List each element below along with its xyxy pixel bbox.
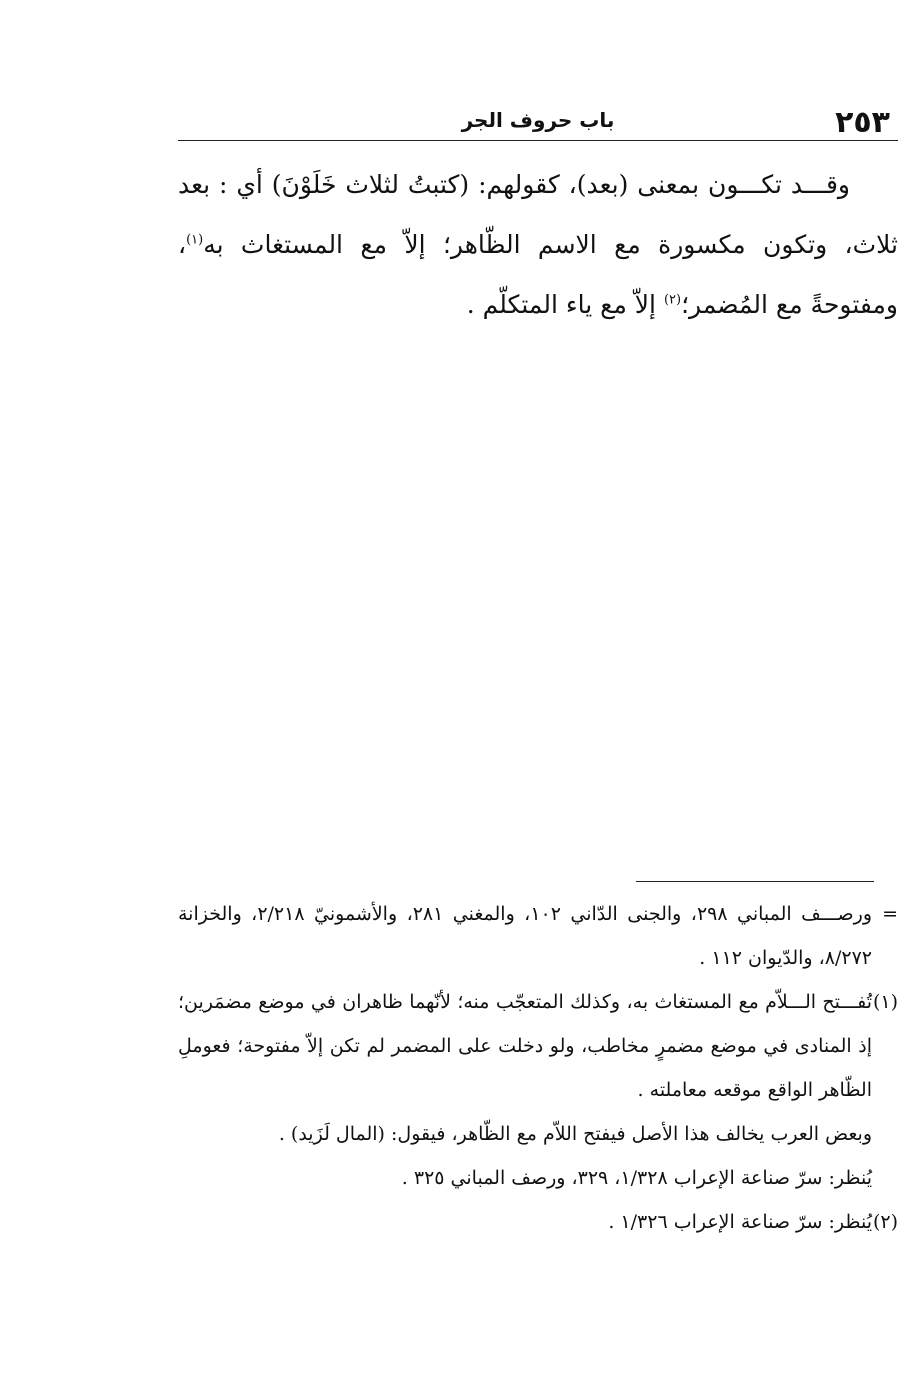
footnote-1-text: تُفـــتح الـــلاّم مع المستغاث به، وكذلك المتعجّب منه؛ لأنّهما ظاهران في موضع مضمَرين؛ إذ المنادى في موضع مضمرٍ مخاطب، ولو دخلت على المضمر لم تكن إلاّ مفتوحة؛ فعوملِ الظّاهر الواقع موقعه معاملته .	[178, 991, 872, 1101]
body-text-part2: ، ومفتوحةً مع المُضمر؛	[178, 230, 898, 319]
body-text-part3: إلاّ مع ياء المتكلّم .	[466, 290, 664, 319]
footnote-1	[178, 980, 898, 1112]
continuation-text: ورصـــف المباني ٢٩٨، والجنى الدّاني ١٠٢، والمغني ٢٨١، والأشمونيّ ٢/٢١٨، والخزانة ٨/٢٧٢، والدّيوان ١١٢ .	[178, 903, 872, 969]
footnote-reference-2[interactable]: (٢)	[663, 292, 682, 308]
page-header	[178, 100, 898, 140]
footnotes-section	[178, 892, 898, 1244]
footnote-divider	[636, 881, 874, 882]
footnote-2-marker: (٢)	[872, 1211, 898, 1233]
footnote-1-reference: يُنظر: سرّ صناعة الإعراب ١/٣٢٨، ٣٢٩، ورصف المباني ٣٢٥ .	[401, 1167, 872, 1189]
footnote-1-marker: (١)	[872, 991, 898, 1013]
running-title: باب حروف الجر	[461, 108, 615, 132]
footnote-2	[178, 1200, 898, 1244]
body-text-part1: وقـــد تكـــون بمعنى (بعد)، كقولهم: (كتبتُ لثلاث خَلَوْنَ) أي : بعد ثلاث، وتكون مكسورة مع الاسم الظّاهر؛ إلاّ مع المستغاث به	[178, 170, 898, 259]
page-number: ٢٥٣	[835, 105, 890, 140]
footnote-1-extra: وبعض العرب يخالف هذا الأصل فيفتح اللاّم مع الظّاهر، فيقول: (المال لَزَيد) .	[278, 1123, 872, 1145]
continuation-marker: =	[882, 903, 898, 925]
footnote-continuation	[178, 892, 898, 980]
footnote-2-text: يُنظر: سرّ صناعة الإعراب ١/٣٢٦ .	[608, 1211, 872, 1233]
header-divider	[178, 140, 898, 141]
body-paragraph	[178, 155, 898, 335]
main-text	[178, 155, 898, 335]
footnote-reference-1[interactable]: (١)	[186, 232, 204, 248]
